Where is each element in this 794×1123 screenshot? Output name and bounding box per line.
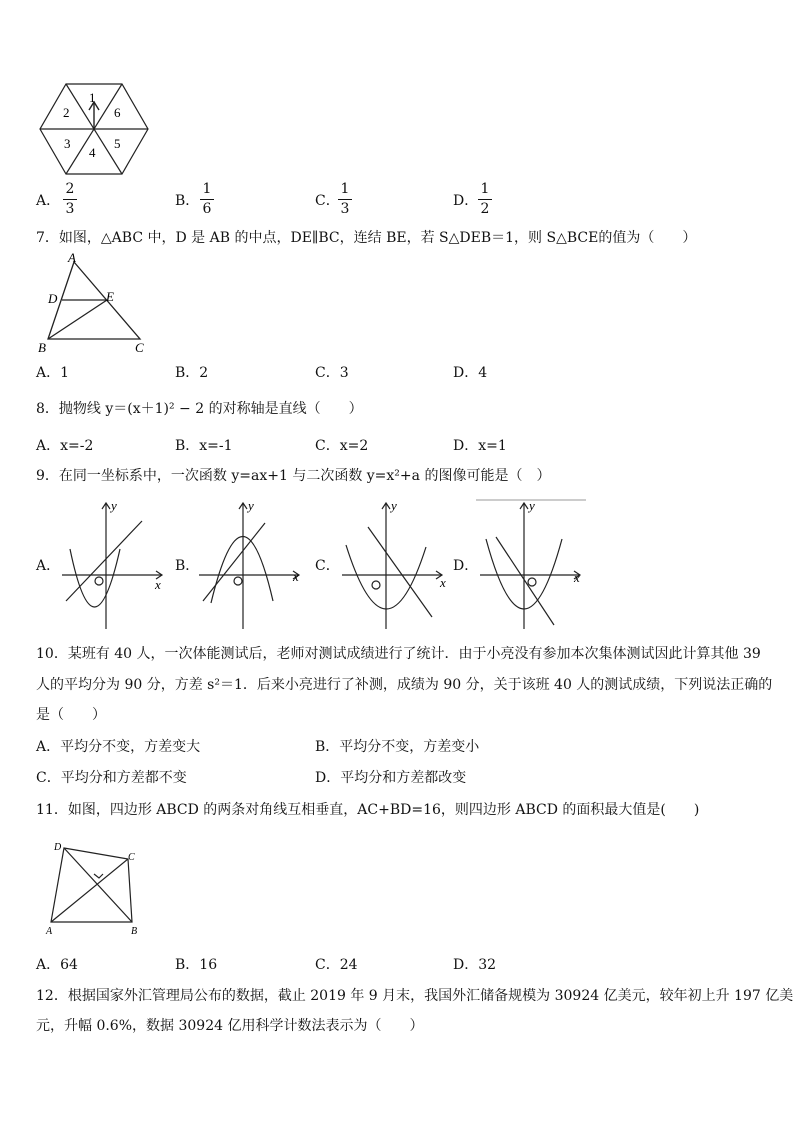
origin-marker <box>528 578 536 586</box>
fraction: 1 6 <box>200 181 214 218</box>
q7-option-d[interactable]: D．4 <box>453 365 488 381</box>
q9-question-text: 9．在同一坐标系中，一次函数 y=ax+1 与二次函数 y=x²+a 的图像可能是（ ） <box>36 468 551 484</box>
q11-option-a[interactable]: A．64 <box>36 957 78 973</box>
sector-label: 4 <box>89 145 96 160</box>
q9-option-a[interactable]: A． <box>36 558 61 574</box>
option-label: D． <box>453 193 479 209</box>
axis-label-y: y <box>529 498 535 513</box>
q8-question-text: 8．抛物线 y＝(x＋1)² − 2 的对称轴是直线（ ） <box>36 401 363 417</box>
vertex-label-b: B <box>38 340 46 355</box>
q8-option-d[interactable]: D．x=1 <box>453 438 507 454</box>
axis-label-x: x <box>574 570 580 585</box>
q11-option-b[interactable]: B．16 <box>175 957 218 973</box>
vertex-label-a: A <box>68 250 76 265</box>
sector-label: 2 <box>63 105 70 120</box>
vertex-label-b: B <box>131 926 138 937</box>
q8-option-a[interactable]: A．x=-2 <box>36 438 94 454</box>
origin-marker <box>372 581 380 589</box>
axis-label-x: x <box>293 569 299 584</box>
fraction: 1 3 <box>338 181 352 218</box>
q11-question-text: 11．如图，四边形 ABCD 的两条对角线互相垂直，AC+BD=16，则四边形 ABCD 的面积最大值是( ) <box>36 802 700 818</box>
q9-option-c[interactable]: C． <box>315 558 340 574</box>
q7-option-b[interactable]: B．2 <box>175 365 209 381</box>
q9-graph-d <box>476 497 588 633</box>
q9-option-b[interactable]: B． <box>175 558 200 574</box>
q10-question-line-2: 人的平均分为 90 分，方差 s²＝1．后来小亮进行了补测，成绩为 90 分，关于该班 40 人的测试成绩，下列说法正确的 <box>36 677 773 693</box>
q9-graph-a <box>58 497 170 633</box>
parabola <box>70 549 120 607</box>
sector-label: 3 <box>64 136 71 151</box>
q10-question-line-3: 是（ ） <box>36 707 106 723</box>
q11-option-d[interactable]: D．32 <box>453 957 497 973</box>
line-graph <box>203 523 265 601</box>
q8-option-b[interactable]: B．x=-1 <box>175 438 233 454</box>
fraction: 1 2 <box>478 181 492 218</box>
line-graph <box>368 527 432 617</box>
q8-option-c[interactable]: C．x=2 <box>315 438 369 454</box>
vertex-label-a: A <box>46 926 53 937</box>
option-label: B． <box>175 193 200 209</box>
q10-option-d[interactable]: D．平均分和方差都改变 <box>315 770 467 786</box>
fraction: 2 3 <box>63 181 77 218</box>
q9-graph-b <box>195 497 307 633</box>
vertex-label-e: E <box>106 289 114 304</box>
q9-option-d[interactable]: D． <box>453 558 479 574</box>
parabola <box>211 536 273 603</box>
q7-option-a[interactable]: A．1 <box>36 365 70 381</box>
quadrilateral-abcd-figure <box>42 838 150 938</box>
axis-label-x: x <box>155 577 161 592</box>
axis-label-y: y <box>391 498 397 513</box>
axis-label-x: x <box>440 575 446 590</box>
origin-marker <box>95 577 103 585</box>
line-graph <box>66 521 142 601</box>
right-angle-marker <box>94 874 103 878</box>
vertex-label-c: C <box>128 852 135 863</box>
option-label: C． <box>315 193 340 209</box>
sector-label: 6 <box>114 105 121 120</box>
q10-question-line-1: 10．某班有 40 人，一次体能测试后，老师对测试成绩进行了统计．由于小亮没有参加本次集体测试因此计算其他 39 <box>36 646 761 662</box>
q10-option-c[interactable]: C．平均分和方差都不变 <box>36 770 187 786</box>
q11-option-c[interactable]: C．24 <box>315 957 358 973</box>
q7-option-c[interactable]: C．3 <box>315 365 349 381</box>
q9-graph-c <box>338 497 450 633</box>
sector-label: 1 <box>89 90 96 105</box>
line-graph <box>496 537 554 625</box>
triangle-abc-figure <box>36 252 156 356</box>
vertex-label-d: D <box>48 291 58 306</box>
option-label: A． <box>36 193 61 209</box>
sector-label: 5 <box>114 136 121 151</box>
vertex-label-c: C <box>135 340 144 355</box>
vertex-label-d: D <box>54 842 62 853</box>
origin-marker <box>234 577 242 585</box>
q12-question-line-2: 元，升幅 0.6%，数据 30924 亿用科学计数法表示为（ ） <box>36 1018 424 1034</box>
q7-question-text: 7．如图，△ABC 中，D 是 AB 的中点，DE∥BC，连结 BE，若 S△DEB＝1，则 S△BCE的值为（ ） <box>36 230 697 246</box>
axis-label-y: y <box>248 498 254 513</box>
q12-question-line-1: 12．根据国家外汇管理局公布的数据，截止 2019 年 9 月末，我国外汇储备规模为 30924 亿美元，较年初上升 197 亿美 <box>36 988 794 1004</box>
q10-option-b[interactable]: B．平均分不变，方差变小 <box>315 739 480 755</box>
q10-option-a[interactable]: A．平均分不变，方差变大 <box>36 739 201 755</box>
hexagon-spinner-figure <box>38 80 150 176</box>
axis-label-y: y <box>111 498 117 513</box>
